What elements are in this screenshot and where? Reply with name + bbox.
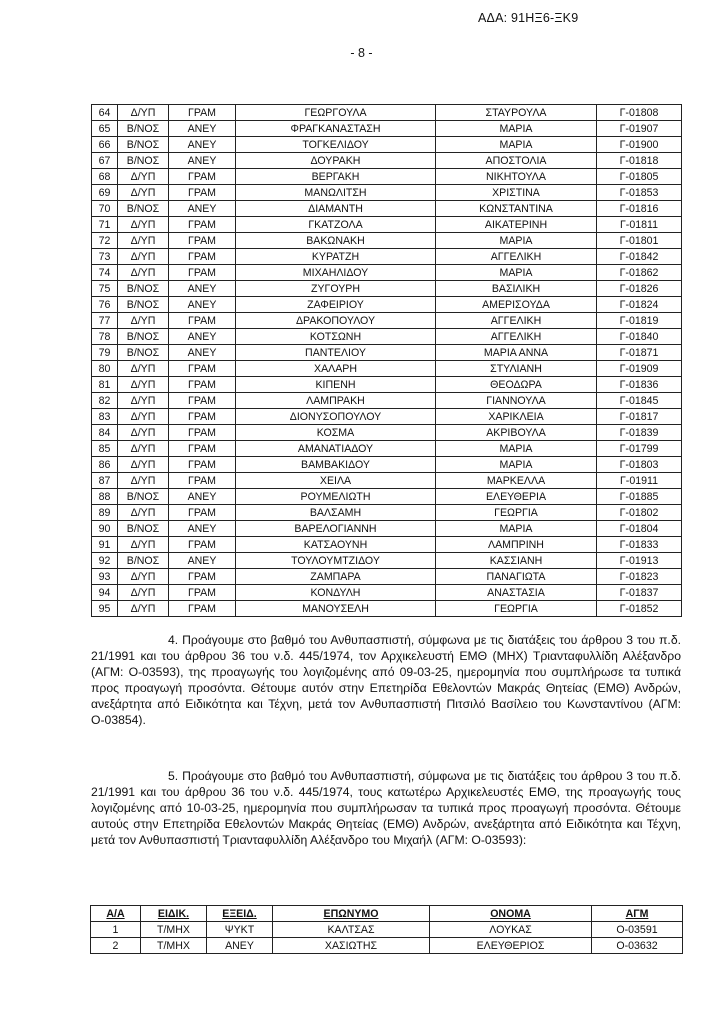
table-cell: 75	[92, 281, 118, 297]
table-cell: Γ-01804	[597, 521, 682, 537]
table-cell: ΚΑΤΣΑΟΥΝΗ	[236, 537, 436, 553]
table-cell: ΜΑΝΩΛΙΤΣΗ	[236, 185, 436, 201]
table-cell: 72	[92, 233, 118, 249]
paragraph-4-text: Προάγουμε στο βαθμό του Ανθυπασπιστή, σύμφωνα με τις διατάξεις του άρθρου 3 του π.δ. 21/1991 και του άρθρου 36 του ν.δ. 445/1974, τον Αρχικελευστή ΕΜΘ (ΜΗΧ) Τριανταφυλλίδη Αλέξανδρο (ΑΓΜ: Ο-03593), της προαγωγής του λογιζομένης από 09-03-25, ημερομηνία που συμπλήρωσε τα τυπικά προς προαγωγή προσόντα. Θέτουμε αυτόν στην Επετηρίδα Εθελοντών Μακράς Θητείας (ΕΜΘ) Ανδρών, ανεξάρτητα από Ειδικότητα και Τέχνη, μετά τον Ανθυπασπιστή Πιτσιλό Βασίλειο του Κωνσταντίνου (ΑΓΜ: Ο-03854).	[91, 633, 681, 727]
table-cell: Δ/ΥΠ	[118, 425, 169, 441]
table-row	[92, 441, 682, 457]
table-cell: ΑΝΕΥ	[169, 489, 236, 505]
table-row	[92, 361, 682, 377]
table-cell: 66	[92, 137, 118, 153]
table-cell: ΑΝΕΥ	[207, 938, 273, 954]
column-header: ΕΞΕΙΔ.	[207, 906, 273, 922]
table-cell: ΓΡΑΜ	[169, 569, 236, 585]
table-cell: ΚΟΤΣΩΝΗ	[236, 329, 436, 345]
table-cell: Γ-01811	[597, 217, 682, 233]
table-cell: 73	[92, 249, 118, 265]
table-cell: 95	[92, 601, 118, 617]
table-row	[92, 137, 682, 153]
table-cell: Β/ΝΟΣ	[118, 345, 169, 361]
table-row	[92, 169, 682, 185]
table-row	[92, 489, 682, 505]
table-cell: ΧΡΙΣΤΙΝΑ	[436, 185, 597, 201]
table-cell: 65	[92, 121, 118, 137]
table-cell: ΓΡΑΜ	[169, 601, 236, 617]
paragraph-4-number: 4.	[168, 633, 179, 647]
table-cell: ΠΑΝΑΓΙΩΤΑ	[436, 569, 597, 585]
table-cell: Γ-01871	[597, 345, 682, 361]
table-cell: Β/ΝΟΣ	[118, 521, 169, 537]
table-cell: Δ/ΥΠ	[118, 185, 169, 201]
table-cell: 68	[92, 169, 118, 185]
table-cell: ΓΡΑΜ	[169, 105, 236, 121]
table-cell: ΓΡΑΜ	[169, 265, 236, 281]
table-cell: ΑΝΕΥ	[169, 153, 236, 169]
table-cell: Δ/ΥΠ	[118, 569, 169, 585]
table-cell: ΓΡΑΜ	[169, 425, 236, 441]
table-cell: Β/ΝΟΣ	[118, 553, 169, 569]
table-cell: Γ-01819	[597, 313, 682, 329]
table-cell: ΓΡΑΜ	[169, 169, 236, 185]
table-cell: ΛΑΜΠΡΙΝΗ	[436, 537, 597, 553]
table-cell: 88	[92, 489, 118, 505]
paragraph-5	[91, 769, 681, 849]
table-header-row	[91, 906, 683, 922]
table-cell: Β/ΝΟΣ	[118, 329, 169, 345]
table-cell: Γ-01823	[597, 569, 682, 585]
column-header: ΟΝΟΜΑ	[430, 906, 592, 922]
table-cell: 85	[92, 441, 118, 457]
table-row	[92, 121, 682, 137]
table-cell: ΑΝΕΥ	[169, 329, 236, 345]
table-cell: ΑΜΑΝΑΤΙΑΔΟΥ	[236, 441, 436, 457]
table-row	[91, 938, 683, 954]
table-cell: Γ-01842	[597, 249, 682, 265]
table-cell: ΚΥΡΑΤΖΗ	[236, 249, 436, 265]
table-cell: 94	[92, 585, 118, 601]
table-cell: Β/ΝΟΣ	[118, 121, 169, 137]
table-cell: ΓΕΩΡΓΟΥΛΑ	[236, 105, 436, 121]
table-cell: ΒΑΡΕΛΟΓΙΑΝΝΗ	[236, 521, 436, 537]
table-row	[92, 521, 682, 537]
table-cell: ΜΑΡΙΑ ΑΝΝΑ	[436, 345, 597, 361]
table-cell: Γ-01911	[597, 473, 682, 489]
table-cell: ΑΓΓΕΛΙΚΗ	[436, 329, 597, 345]
table-cell: ΓΡΑΜ	[169, 585, 236, 601]
table-cell: ΡΟΥΜΕΛΙΩΤΗ	[236, 489, 436, 505]
table-cell: 74	[92, 265, 118, 281]
table-cell: ΒΑΜΒΑΚΙΔΟΥ	[236, 457, 436, 473]
table-row	[92, 329, 682, 345]
table-cell: 2	[91, 938, 141, 954]
table-cell: 67	[92, 153, 118, 169]
table-cell: Γ-01853	[597, 185, 682, 201]
paragraph-5-number: 5.	[168, 769, 179, 783]
table-cell: ΚΟΣΜΑ	[236, 425, 436, 441]
table-cell: Τ/ΜΗΧ	[141, 938, 207, 954]
table-cell: ΖΑΜΠΑΡΑ	[236, 569, 436, 585]
table-cell: ΠΑΝΤΕΛΙΟΥ	[236, 345, 436, 361]
table-cell: Γ-01840	[597, 329, 682, 345]
table-cell: ΖΑΦΕΙΡΙΟΥ	[236, 297, 436, 313]
table-cell: ΑΝΕΥ	[169, 201, 236, 217]
table-cell: ΕΛΕΥΘΕΡΙΑ	[436, 489, 597, 505]
table-cell: Δ/ΥΠ	[118, 105, 169, 121]
table-row	[92, 409, 682, 425]
table-cell: Γ-01824	[597, 297, 682, 313]
table-cell: Δ/ΥΠ	[118, 249, 169, 265]
table-row	[92, 297, 682, 313]
table-cell: ΓΕΩΡΓΙΑ	[436, 601, 597, 617]
table-cell: ΑΝΕΥ	[169, 121, 236, 137]
table-cell: 71	[92, 217, 118, 233]
table-row	[92, 457, 682, 473]
table-cell: ΛΟΥΚΑΣ	[430, 922, 592, 938]
table-cell: 79	[92, 345, 118, 361]
table-cell: Δ/ΥΠ	[118, 313, 169, 329]
table-cell: ΜΑΡΙΑ	[436, 265, 597, 281]
table-row	[92, 569, 682, 585]
table-cell: 70	[92, 201, 118, 217]
table-cell: Δ/ΥΠ	[118, 537, 169, 553]
table-cell: ΑΓΓΕΛΙΚΗ	[436, 249, 597, 265]
table-cell: Γ-01900	[597, 137, 682, 153]
table-cell: Β/ΝΟΣ	[118, 297, 169, 313]
table-cell: Δ/ΥΠ	[118, 393, 169, 409]
table-cell: 78	[92, 329, 118, 345]
table-row	[92, 393, 682, 409]
table-cell: ΑΝΑΣΤΑΣΙΑ	[436, 585, 597, 601]
table-row	[92, 201, 682, 217]
table-cell: Δ/ΥΠ	[118, 601, 169, 617]
table-cell: Ο-03591	[592, 922, 683, 938]
table-cell: ΔΙΑΜΑΝΤΗ	[236, 201, 436, 217]
table-row	[92, 553, 682, 569]
table-cell: ΖΥΓΟΥΡΗ	[236, 281, 436, 297]
table-cell: Γ-01845	[597, 393, 682, 409]
table-cell: ΑΝΕΥ	[169, 345, 236, 361]
table-row	[92, 425, 682, 441]
table-cell: ΔΡΑΚΟΠΟΥΛΟΥ	[236, 313, 436, 329]
ada-code: ΑΔΑ: 91ΗΞ6-ΞΚ9	[478, 11, 579, 25]
table-row	[92, 377, 682, 393]
table-row	[92, 473, 682, 489]
table-cell: 87	[92, 473, 118, 489]
table-cell: ΓΡΑΜ	[169, 233, 236, 249]
table-cell: Γ-01816	[597, 201, 682, 217]
table-cell: ΓΡΑΜ	[169, 377, 236, 393]
table-cell: Β/ΝΟΣ	[118, 201, 169, 217]
table-cell: ΜΑΡΚΕΛΛΑ	[436, 473, 597, 489]
table-cell: ΑΜΕΡΙΣΟΥΔΑ	[436, 297, 597, 313]
table-cell: Γ-01833	[597, 537, 682, 553]
promotion-table-1	[91, 104, 682, 617]
table-row	[92, 105, 682, 121]
table-cell: ΓΡΑΜ	[169, 537, 236, 553]
table-cell: ΒΑΣΙΛΙΚΗ	[436, 281, 597, 297]
table-cell: Γ-01826	[597, 281, 682, 297]
table-cell: ΔΙΟΝΥΣΟΠΟΥΛΟΥ	[236, 409, 436, 425]
table-cell: ΚΩΝΣΤΑΝΤΙΝΑ	[436, 201, 597, 217]
table-cell: Γ-01805	[597, 169, 682, 185]
table-cell: ΜΑΝΟΥΣΕΛΗ	[236, 601, 436, 617]
table-cell: Γ-01803	[597, 457, 682, 473]
table-cell: 92	[92, 553, 118, 569]
table-cell: Γ-01885	[597, 489, 682, 505]
table-cell: ΜΑΡΙΑ	[436, 233, 597, 249]
table-cell: Β/ΝΟΣ	[118, 137, 169, 153]
table-cell: ΚΙΠΕΝΗ	[236, 377, 436, 393]
table-cell: ΝΙΚΗΤΟΥΛΑ	[436, 169, 597, 185]
table-cell: ΑΠΟΣΤΟΛΙΑ	[436, 153, 597, 169]
table-cell: ΓΡΑΜ	[169, 249, 236, 265]
table-cell: ΓΡΑΜ	[169, 473, 236, 489]
table-cell: Δ/ΥΠ	[118, 473, 169, 489]
table-row	[92, 585, 682, 601]
table-cell: Γ-01907	[597, 121, 682, 137]
table-cell: Γ-01799	[597, 441, 682, 457]
table-cell: ΓΡΑΜ	[169, 409, 236, 425]
table-cell: 82	[92, 393, 118, 409]
table-cell: ΚΑΣΣΙΑΝΗ	[436, 553, 597, 569]
table-cell: ΜΙΧΑΗΛΙΔΟΥ	[236, 265, 436, 281]
table-cell: ΓΡΑΜ	[169, 457, 236, 473]
table-cell: ΓΡΑΜ	[169, 361, 236, 377]
table-cell: Δ/ΥΠ	[118, 217, 169, 233]
table-cell: Γ-01818	[597, 153, 682, 169]
table-row	[92, 185, 682, 201]
table-cell: Δ/ΥΠ	[118, 505, 169, 521]
table-cell: 81	[92, 377, 118, 393]
table-cell: Γ-01801	[597, 233, 682, 249]
table-cell: Γ-01839	[597, 425, 682, 441]
table-cell: Γ-01836	[597, 377, 682, 393]
column-header: ΕΠΩΝΥΜΟ	[273, 906, 430, 922]
table-cell: 84	[92, 425, 118, 441]
table-cell: Δ/ΥΠ	[118, 265, 169, 281]
table-cell: 77	[92, 313, 118, 329]
table-cell: ΑΝΕΥ	[169, 281, 236, 297]
table-cell: 1	[91, 922, 141, 938]
table-row	[92, 345, 682, 361]
table-cell: ΓΕΩΡΓΙΑ	[436, 505, 597, 521]
table-cell: Δ/ΥΠ	[118, 457, 169, 473]
table-cell: ΤΟΥΛΟΥΜΤΖΙΔΟΥ	[236, 553, 436, 569]
table-cell: 76	[92, 297, 118, 313]
table-cell: Β/ΝΟΣ	[118, 153, 169, 169]
table-cell: ΜΑΡΙΑ	[436, 137, 597, 153]
table-cell: ΓΡΑΜ	[169, 185, 236, 201]
table-cell: ΚΟΝΔΥΛΗ	[236, 585, 436, 601]
table-cell: 83	[92, 409, 118, 425]
column-header: ΕΙΔΙΚ.	[141, 906, 207, 922]
table-cell: ΛΑΜΠΡΑΚΗ	[236, 393, 436, 409]
table-cell: ΒΑΛΣΑΜΗ	[236, 505, 436, 521]
table-row	[92, 313, 682, 329]
table-cell: ΚΑΛΤΣΑΣ	[273, 922, 430, 938]
table-row	[92, 265, 682, 281]
table-cell: ΣΤΥΛΙΑΝΗ	[436, 361, 597, 377]
table-row	[92, 249, 682, 265]
table-row	[92, 233, 682, 249]
table-cell: ΓΡΑΜ	[169, 505, 236, 521]
table-cell: ΒΑΚΩΝΑΚΗ	[236, 233, 436, 249]
column-header: Α/Α	[91, 906, 141, 922]
table-cell: Τ/ΜΗΧ	[141, 922, 207, 938]
table-cell: ΔΟΥΡΑΚΗ	[236, 153, 436, 169]
table-cell: Γ-01852	[597, 601, 682, 617]
table-cell: ΦΡΑΓΚΑΝΑΣΤΑΣΗ	[236, 121, 436, 137]
table-cell: ΑΝΕΥ	[169, 521, 236, 537]
table-cell: ΑΓΓΕΛΙΚΗ	[436, 313, 597, 329]
table-cell: Γ-01802	[597, 505, 682, 521]
table-cell: ΓΡΑΜ	[169, 441, 236, 457]
table-row	[92, 153, 682, 169]
table-row	[92, 601, 682, 617]
table-cell: Β/ΝΟΣ	[118, 489, 169, 505]
table-cell: Γ-01909	[597, 361, 682, 377]
table-cell: 80	[92, 361, 118, 377]
table-row	[92, 281, 682, 297]
table-cell: 69	[92, 185, 118, 201]
table-cell: Γ-01913	[597, 553, 682, 569]
table-cell: ΕΛΕΥΘΕΡΙΟΣ	[430, 938, 592, 954]
table-cell: 91	[92, 537, 118, 553]
table-cell: ΜΑΡΙΑ	[436, 121, 597, 137]
table-cell: ΑΝΕΥ	[169, 553, 236, 569]
table-cell: ΑΚΡΙΒΟΥΛΑ	[436, 425, 597, 441]
table-cell: Δ/ΥΠ	[118, 409, 169, 425]
table-cell: ΒΕΡΓΑΚΗ	[236, 169, 436, 185]
paragraph-4	[91, 633, 681, 728]
table-cell: ΓΚΑΤΖΟΛΑ	[236, 217, 436, 233]
table-cell: Γ-01817	[597, 409, 682, 425]
page-number: - 8 -	[350, 46, 373, 60]
table-cell: ΧΑΡΙΚΛΕΙΑ	[436, 409, 597, 425]
table-cell: Ο-03632	[592, 938, 683, 954]
table-cell: ΘΕΟΔΩΡΑ	[436, 377, 597, 393]
table-cell: ΓΡΑΜ	[169, 217, 236, 233]
table-cell: Δ/ΥΠ	[118, 585, 169, 601]
table-cell: ΣΤΑΥΡΟΥΛΑ	[436, 105, 597, 121]
table-cell: Γ-01808	[597, 105, 682, 121]
table-cell: 86	[92, 457, 118, 473]
table-cell: ΓΡΑΜ	[169, 313, 236, 329]
table-cell: ΨΥΚΤ	[207, 922, 273, 938]
table-cell: ΧΑΣΙΩΤΗΣ	[273, 938, 430, 954]
table-cell: ΜΑΡΙΑ	[436, 441, 597, 457]
table-cell: 64	[92, 105, 118, 121]
table-row	[92, 217, 682, 233]
table-cell: ΑΙΚΑΤΕΡΙΝΗ	[436, 217, 597, 233]
table-cell: Δ/ΥΠ	[118, 441, 169, 457]
table-cell: ΧΑΛΑΡΗ	[236, 361, 436, 377]
table-row	[92, 505, 682, 521]
table-cell: Β/ΝΟΣ	[118, 281, 169, 297]
table-cell: Δ/ΥΠ	[118, 169, 169, 185]
table-row	[91, 922, 683, 938]
table-cell: Γ-01862	[597, 265, 682, 281]
table-row	[92, 537, 682, 553]
table-cell: Δ/ΥΠ	[118, 377, 169, 393]
table-cell: ΑΝΕΥ	[169, 137, 236, 153]
table-cell: 93	[92, 569, 118, 585]
table-cell: ΑΝΕΥ	[169, 297, 236, 313]
table-cell: ΤΟΓΚΕΛΙΔΟΥ	[236, 137, 436, 153]
table-cell: Δ/ΥΠ	[118, 233, 169, 249]
table-cell: ΜΑΡΙΑ	[436, 457, 597, 473]
promotion-table-2	[90, 905, 683, 954]
table-cell: Γ-01837	[597, 585, 682, 601]
table-cell: ΜΑΡΙΑ	[436, 521, 597, 537]
paragraph-5-text: Προάγουμε στο βαθμό του Ανθυπασπιστή, σύμφωνα με τις διατάξεις του άρθρου 3 του π.δ. 21/1991 και του άρθρου 36 του ν.δ. 445/1974, τους κατωτέρω Αρχικελευστές ΕΜΘ, της προαγωγής τους λογιζομένης από 10-03-25, ημερομηνία που συμπλήρωσαν τα τυπικά προς προαγωγή προσόντα. Θέτουμε αυτούς στην Επετηρίδα Εθελοντών Μακράς Θητείας (ΕΜΘ) Ανδρών, ανεξάρτητα από Ειδικότητα και Τέχνη, μετά τον Ανθυπασπιστή Τριανταφυλλίδη Αλέξανδρο του Μιχαήλ (ΑΓΜ: Ο-03593):	[91, 769, 681, 847]
table-cell: ΓΙΑΝΝΟΥΛΑ	[436, 393, 597, 409]
table-cell: 90	[92, 521, 118, 537]
table-cell: ΧΕΙΛΑ	[236, 473, 436, 489]
table-cell: ΓΡΑΜ	[169, 393, 236, 409]
column-header: ΑΓΜ	[592, 906, 683, 922]
table-cell: Δ/ΥΠ	[118, 361, 169, 377]
table-cell: 89	[92, 505, 118, 521]
